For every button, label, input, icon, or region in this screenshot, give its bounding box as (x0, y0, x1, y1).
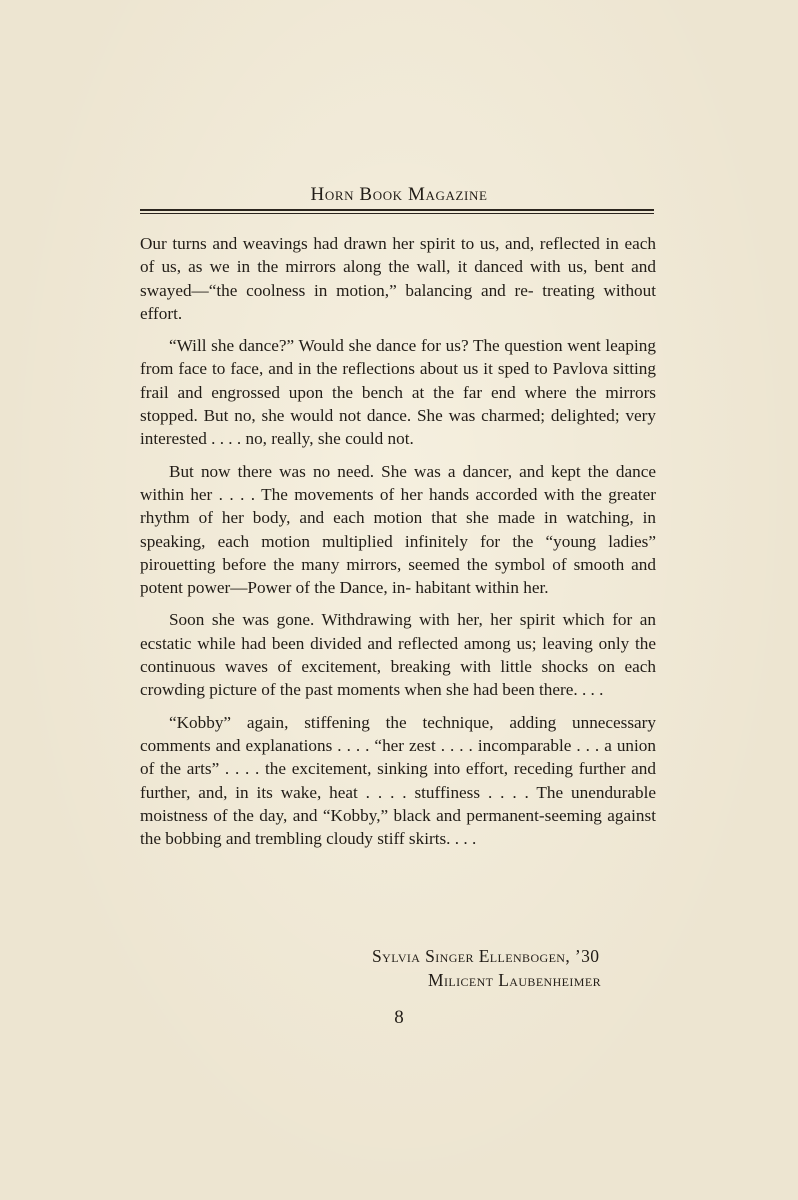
running-head: Horn Book Magazine (310, 184, 488, 205)
paragraph-2: “Will she dance?” Would she dance for us? The question went leaping from face to face, and in the reflections about us it sped to Pavlova sitting frail and engrossed upon the bench at the far end where the mirrors stopped. But no, she would not dance. She was charmed; delighted; very interested . . . . no, really, she could not. (140, 336, 656, 449)
paragraph-1: Our turns and weavings had drawn her spirit to us, and, reflected in each of us, as we in the mirrors along the wall, it danced with us, bent and swayed—“the coolness in motion,” balancing and re- treating without effort. (140, 234, 656, 323)
paragraph-3: But now there was no need. She was a dancer, and kept the dance within her . . . . The movements of her hands accorded with the greater rhythm of her body, and each motion that she made in watching, in speaking, each motion multiplied infinitely for the “young ladies” pirouetting before the many mirrors, seemed the symbol of smooth and potent power—Power of the Dance, in- habitant within her. (140, 461, 656, 598)
article-body (140, 232, 656, 859)
paragraph-4: Soon she was gone. Withdrawing with her, her spirit which for an ecstatic while had been divided and reflected among us; leaving only the continuous waves of excitement, breaking with little shocks on each crowding picture of the past moments when she had been there. . . . (140, 610, 656, 700)
header-rule-thick (140, 209, 654, 211)
author-name-2: Milicent Laubenheimer (428, 970, 602, 990)
paragraph-5: “Kobby” again, stiffening the technique, adding unnecessary comments and explanations . . . . “her zest . . . . incomparable . . . a union of the arts” . . . . the excitement, sinking into effort, receding further and further, and, in its wake, heat . . . . stuffiness . . . . The unendurable moistness of the day, and “Kobby,” black and permanent-seeming against the bobbing and trembling cloudy stiff skirts. . . . (140, 712, 656, 849)
author-name-1: Sylvia Singer Ellenbogen, ’30 (372, 946, 600, 966)
header-rule-thin (140, 213, 654, 214)
page-number: 8 (394, 1007, 404, 1028)
